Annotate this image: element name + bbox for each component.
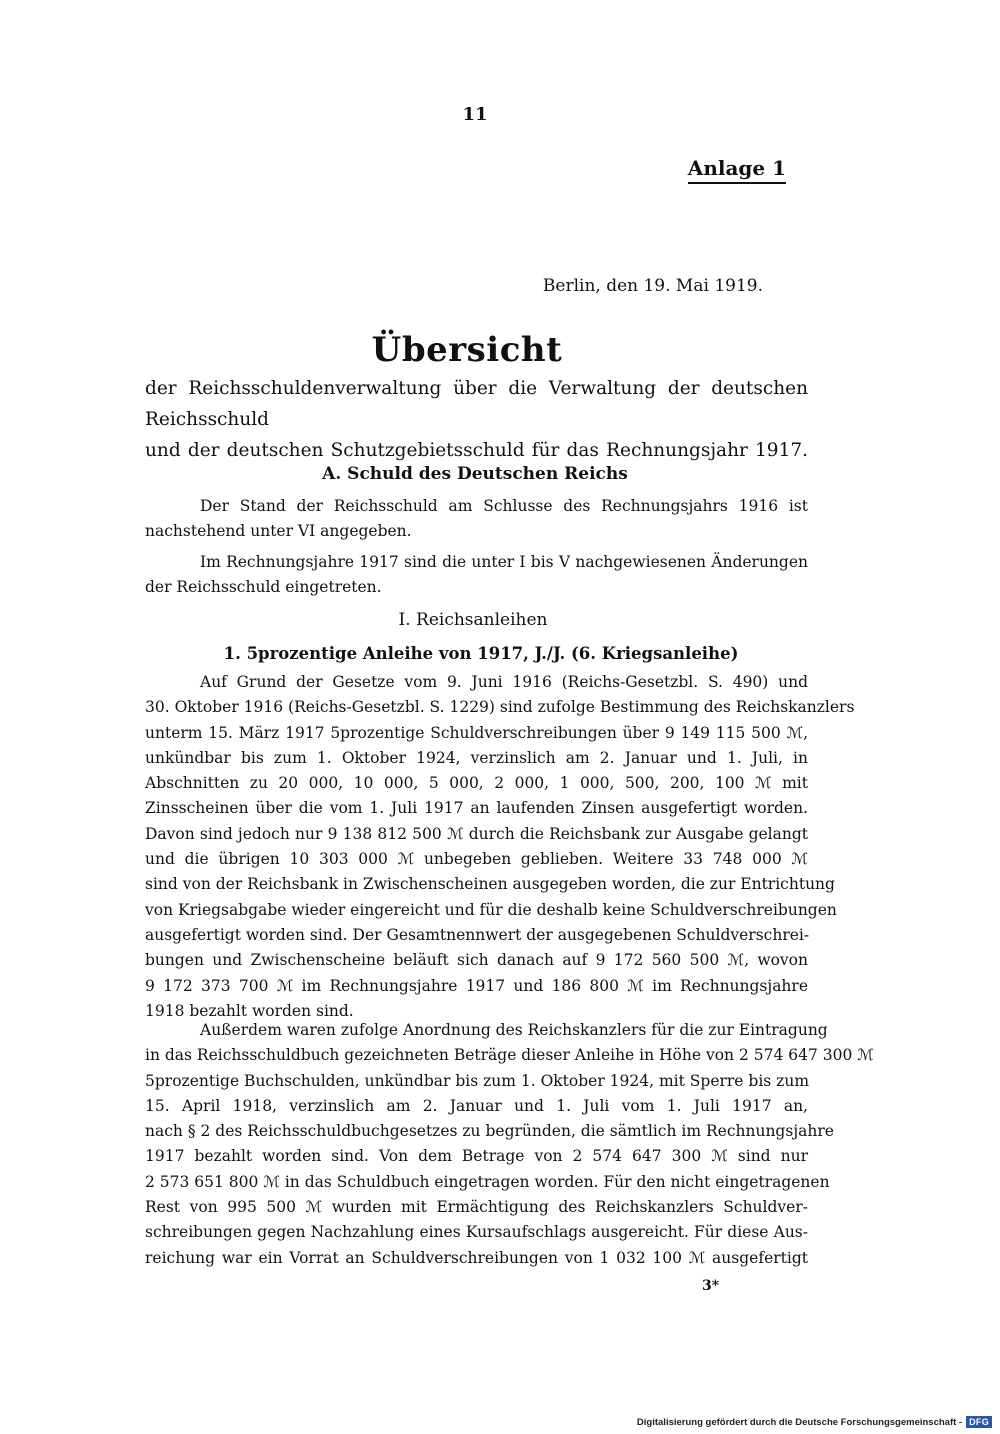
annex-label: Anlage 1 [688, 156, 786, 184]
text-line: in das Reichsschuldbuch gezeichneten Beträge dieser Anleihe in Höhe von 2 574 647 300 ℳ [145, 1046, 874, 1065]
text-line: Auf Grund der Gesetze vom 9. Juni 1916 (Reichs-Gesetzbl. S. 490) und [200, 673, 808, 691]
text-line: schreibungen gegen Nachzahlung eines Kursaufschlags ausgereicht. Für diese Aus- [145, 1223, 808, 1242]
text-line: 1918 bezahlt worden sind. [145, 1001, 354, 1020]
dfg-logo-icon: DFG [966, 1416, 992, 1428]
text-line: sind von der Reichsbank in Zwischenscheinen ausgegeben worden, die zur Entrichtung [145, 875, 835, 894]
text-line: 15. April 1918, verzinslich am 2. Januar und 1. Juli vom 1. Juli 1917 an, [145, 1096, 808, 1115]
text-line: der Reichsschuld eingetreten. [145, 578, 382, 597]
section-heading-i: I. Reichsanleihen [398, 610, 548, 630]
text-line: 30. Oktober 1916 (Reichs-Gesetzbl. S. 1229) sind zufolge Bestimmung des Reichskanzlers [145, 698, 855, 717]
text-line: unterm 15. März 1917 5prozentige Schuldverschreibungen über 9 149 115 500 ℳ, [145, 723, 808, 742]
text-line: nach § 2 des Reichsschuldbuchgesetzes zu begründen, die sämtlich im Rechnungsjahre [145, 1122, 834, 1141]
text-line: 2 573 651 800 ℳ in das Schuldbuch eingetragen worden. Für den nicht eingetragenen [145, 1172, 830, 1191]
text-line: Im Rechnungsjahre 1917 sind die unter I bis V nachgewiesenen Änderungen [200, 553, 808, 571]
text-line: nachstehend unter VI angegeben. [145, 522, 412, 541]
page-number: 11 [462, 104, 488, 125]
paragraph-3 [145, 670, 855, 1024]
text-line: reichung war ein Vorrat an Schuldverschreibungen von 1 032 100 ℳ ausgefertigt [145, 1248, 808, 1267]
section-heading-a: A. Schuld des Deutschen Reichs [322, 464, 628, 484]
footer-text: Digitalisierung gefördert durch die Deutsche Forschungsgemeinschaft - [636, 1416, 963, 1428]
document-title: Übersicht [371, 330, 563, 370]
text-line: Davon sind jedoch nur 9 138 812 500 ℳ durch die Reichsbank zur Ausgabe gelangt [145, 824, 808, 843]
text-line: bungen und Zwischenscheine beläuft sich danach auf 9 172 560 500 ℳ, wovon [145, 951, 808, 970]
footer-credit [637, 1416, 992, 1428]
paragraph-1 [145, 494, 808, 545]
text-line: Abschnitten zu 20 000, 10 000, 5 000, 2 000, 1 000, 500, 200, 100 ℳ mit [145, 774, 808, 793]
text-line: 9 172 373 700 ℳ im Rechnungsjahre 1917 und 186 800 ℳ im Rechnungsjahre [145, 976, 808, 995]
text-line: Rest von 995 500 ℳ wurden mit Ermächtigung des Reichskanzlers Schuldver- [145, 1198, 808, 1217]
paragraph-4 [145, 1018, 874, 1271]
text-line: Außerdem waren zufolge Anordnung des Reichskanzlers für die zur Eintragung [200, 1021, 828, 1039]
document-subtitle [145, 373, 808, 466]
signature-marker: 3* [702, 1278, 720, 1294]
text-line: Zinsscheinen über die vom 1. Juli 1917 an laufenden Zinsen ausgefertigt worden. [145, 799, 808, 818]
dateline: Berlin, den 19. Mai 1919. [542, 276, 763, 296]
text-line: von Kriegsabgabe wieder eingereicht und für die deshalb keine Schuldverschreibungen [145, 900, 837, 919]
text-line: 5prozentige Buchschulden, unkündbar bis zum 1. Oktober 1924, mit Sperre bis zum [145, 1071, 810, 1090]
text-line: und die übrigen 10 303 000 ℳ unbegeben geblieben. Weitere 33 748 000 ℳ [145, 850, 808, 869]
subtitle-line: und der deutschen Schutzgebietsschuld für das Rechnungsjahr 1917. [145, 440, 808, 461]
text-line: unkündbar bis zum 1. Oktober 1924, verzinslich am 2. Januar und 1. Juli, in [145, 748, 808, 767]
subtitle-line: der Reichsschuldenverwaltung über die Verwaltung der deutschen Reichsschuld [145, 378, 808, 430]
text-line: 1917 bezahlt worden sind. Von dem Betrage von 2 574 647 300 ℳ sind nur [145, 1147, 808, 1166]
subsection-heading-1: 1. 5prozentige Anleihe von 1917, J./J. (6. Kriegsanleihe) [223, 644, 739, 663]
text-line: ausgefertigt worden sind. Der Gesamtnennwert der ausgegebenen Schuldverschrei- [145, 925, 810, 944]
paragraph-2 [145, 550, 808, 601]
text-line: Der Stand der Reichsschuld am Schlusse des Rechnungsjahrs 1916 ist [200, 497, 808, 515]
